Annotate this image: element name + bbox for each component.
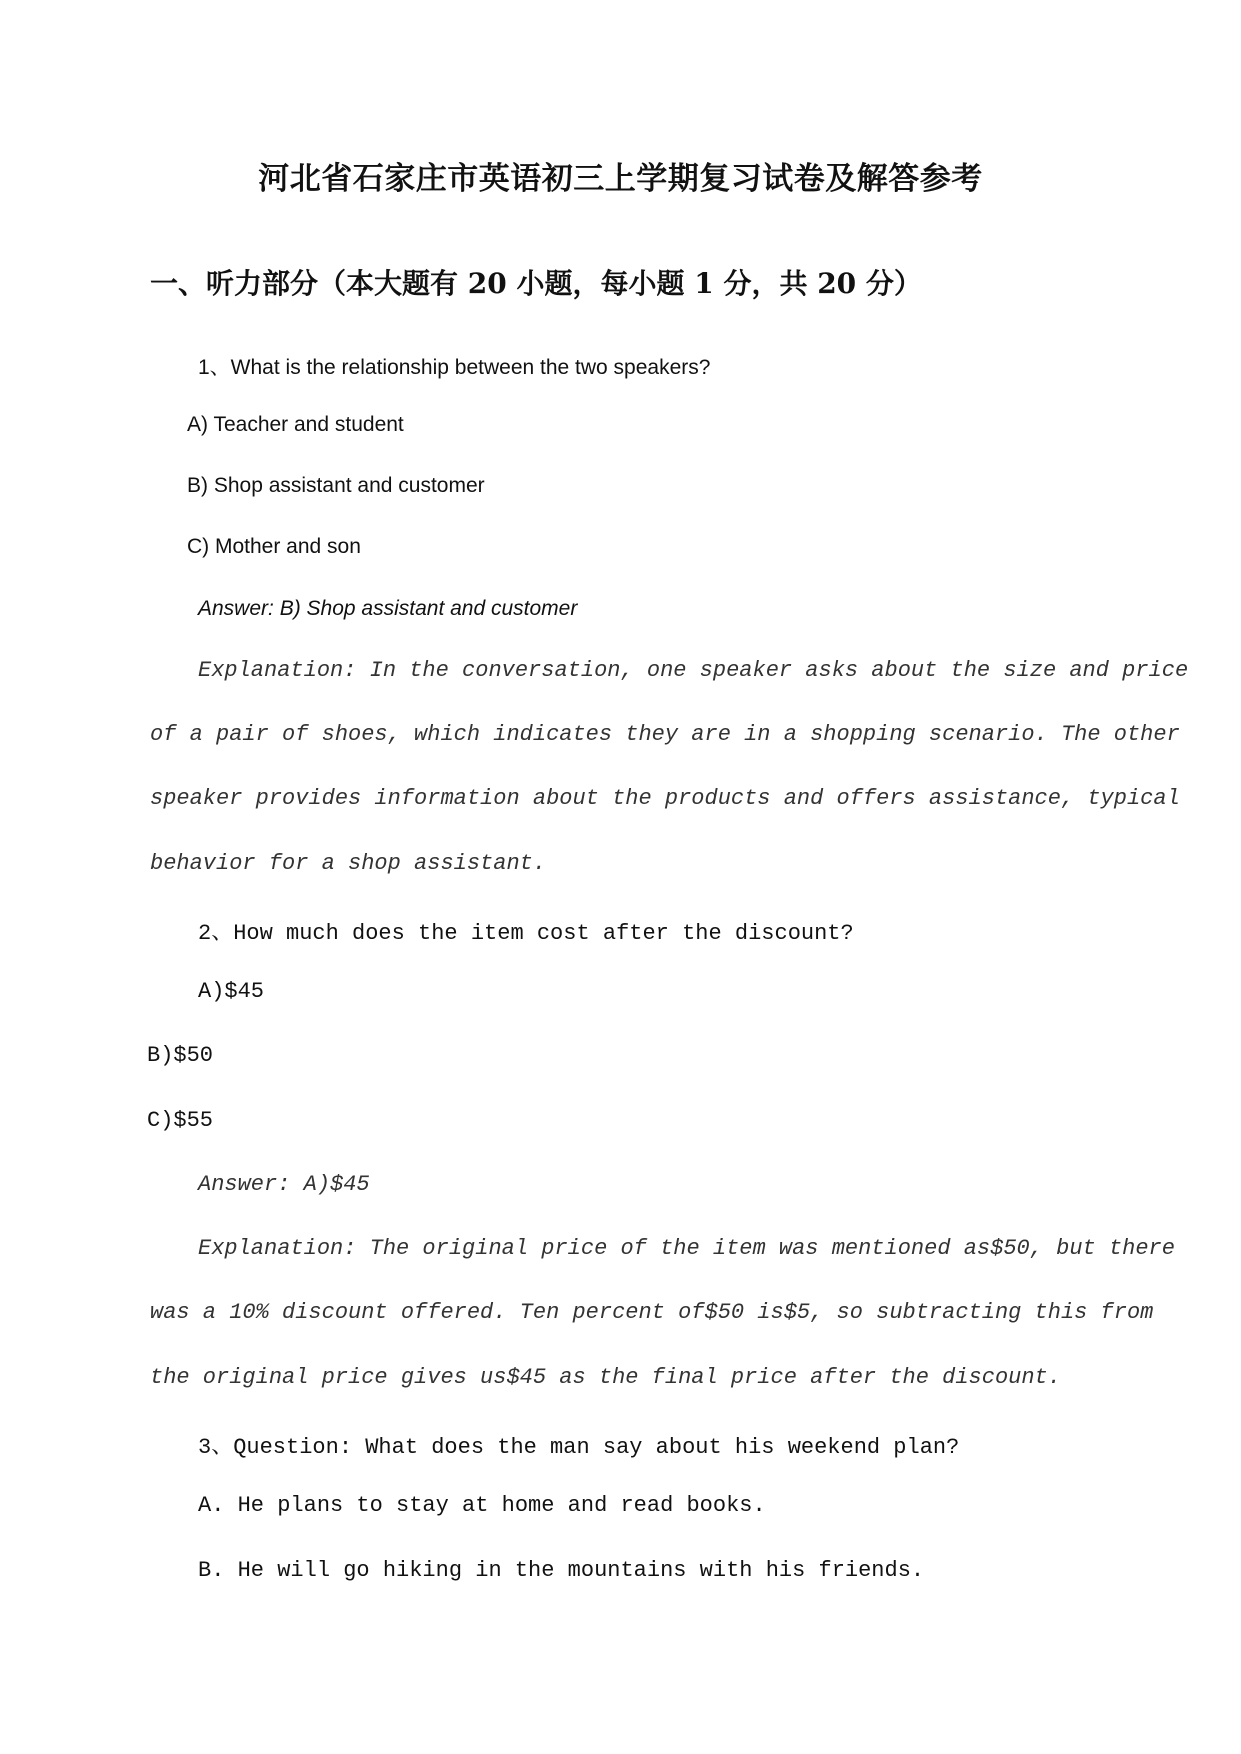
q2-option-a: A)$45 <box>198 979 265 1004</box>
q1-explanation-line: of a pair of shoes, which indicates they are in a shopping scenario. The other <box>150 722 1180 747</box>
question-2: 2、How much does the item cost after the discount? <box>198 921 854 946</box>
q1-explanation-line: speaker provides information about the products and offers assistance, typical <box>150 786 1180 811</box>
question-1: 1、What is the relationship between the two speakers? <box>198 356 711 379</box>
section-heading: 一、听力部分（本大题有 20 小题，每小题 1 分，共 20 分） <box>150 267 922 300</box>
q1-option-a: A) Teacher and student <box>187 413 404 436</box>
q3-option-b: B. He will go hiking in the mountains with his friends. <box>198 1558 925 1583</box>
question-3: 3、Question: What does the man say about his weekend plan? <box>198 1435 960 1460</box>
q2-explanation-line: Explanation: The original price of the item was mentioned as$50, but there <box>198 1236 1175 1261</box>
page-title: 河北省石家庄市英语初三上学期复习试卷及解答参考 <box>258 161 983 197</box>
q2-option-b: B)$50 <box>147 1043 214 1068</box>
q3-option-a: A. He plans to stay at home and read books. <box>198 1493 766 1518</box>
q1-explanation-line: Explanation: In the conversation, one speaker asks about the size and price <box>198 658 1189 683</box>
q2-option-c: C)$55 <box>147 1108 214 1133</box>
q2-explanation-line: the original price gives us$45 as the final price after the discount. <box>150 1365 1061 1390</box>
q1-option-c: C) Mother and son <box>187 535 361 558</box>
q2-answer: Answer: A)$45 <box>198 1172 370 1197</box>
q1-option-b: B) Shop assistant and customer <box>187 474 485 497</box>
q1-explanation-line: behavior for a shop assistant. <box>150 851 547 876</box>
q1-answer: Answer: B) Shop assistant and customer <box>198 597 578 620</box>
q2-explanation-line: was a 10% discount offered. Ten percent of$50 is$5, so subtracting this from <box>150 1300 1154 1325</box>
